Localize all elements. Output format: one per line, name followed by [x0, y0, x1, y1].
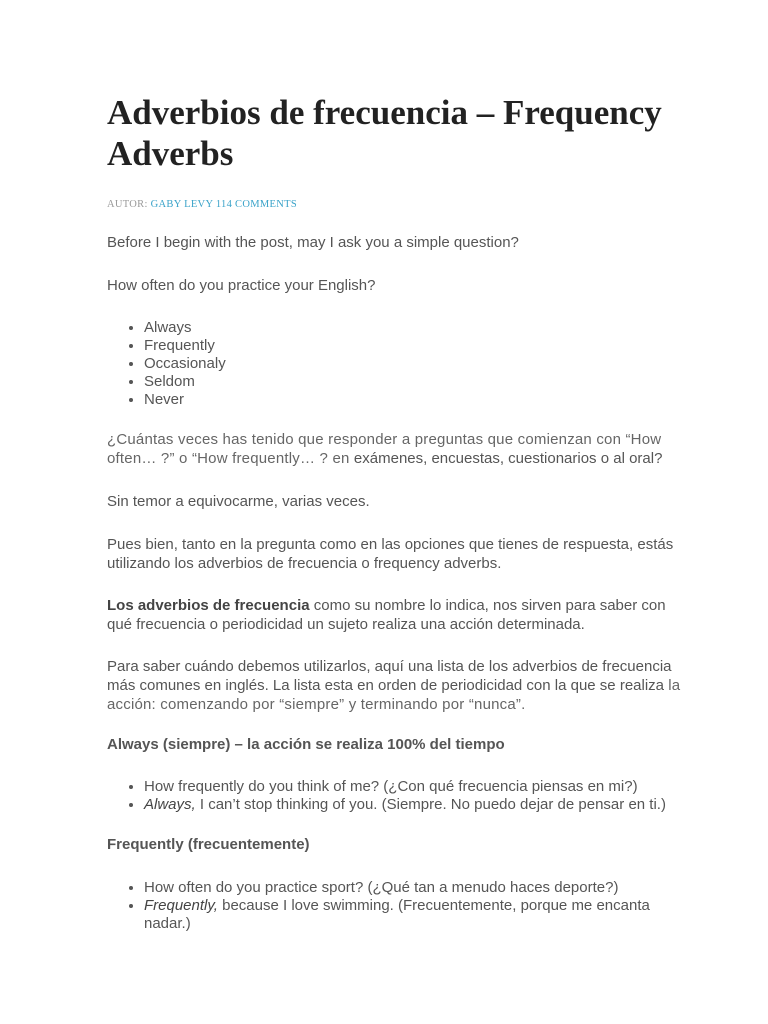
- list-item: • Occasionaly: [144, 355, 687, 373]
- list-item: • Never: [144, 391, 687, 409]
- list-item: • Always: [144, 319, 687, 337]
- cuantas-part2: exámenes, encuestas, cuestionarios o al oral?: [353, 450, 663, 467]
- always-examples-list: [107, 778, 687, 814]
- article-title: Adverbios de frecuencia – Frequency Adverbs: [107, 93, 662, 173]
- definition-paragraph: [107, 596, 687, 634]
- temor-paragraph: Sin temor a equivocarme, varias veces.: [107, 493, 370, 510]
- cuantas-paragraph: [107, 430, 687, 468]
- list-item: [144, 796, 687, 814]
- saber-paragraph: [107, 657, 687, 714]
- list-item: • Frequently: [144, 337, 687, 355]
- example-rest: I can’t stop thinking of you. (Siempre. No puedo dejar de pensar en ti.): [195, 796, 666, 813]
- post-meta: [107, 198, 687, 212]
- author-link[interactable]: GABY LEVY: [150, 199, 213, 210]
- intro-paragraph: Before I begin with the post, may I ask you a simple question?: [107, 234, 519, 251]
- frequently-examples-list: [107, 879, 687, 933]
- definition-rest: como su nombre lo indica, nos sirven para saber con qué frecuencia o periodicidad un sujeto realiza una acción determinada.: [107, 597, 666, 633]
- list-item: • How frequently do you think of me? (¿Con qué frecuencia piensas en mi?): [144, 778, 687, 796]
- list-item: [144, 897, 687, 933]
- comments-link[interactable]: 114 COMMENTS: [215, 199, 297, 210]
- saber-part1: Para saber cuándo debemos utilizarlos, aquí una lista de los adverbios de frecuencia más comunes en inglés. La lista esta en orden de periodicidad con la que se realiza: [107, 658, 672, 694]
- saber-part2: la acción: comenzando por “siempre” y terminando por “nunca”.: [107, 677, 681, 713]
- pues-paragraph: Pues bien, tanto en la pregunta como en las opciones que tienes de respuesta, estás utilizando los adverbios de frecuencia o frequency adverbs.: [107, 536, 674, 572]
- always-heading: Always (siempre) – la acción se realiza 100% del tiempo: [107, 736, 505, 753]
- cuantas-part1: ¿Cuántas veces has tenido que responder a preguntas que comienzan con “How often… ?” o “How frequently… ? en: [107, 431, 662, 467]
- example-rest: because I love swimming. (Frecuentemente, porque me encanta nadar.): [144, 897, 650, 932]
- frequently-heading: Frequently (frecuentemente): [107, 836, 310, 853]
- example-italic: Always,: [144, 796, 196, 813]
- options-list: [107, 319, 687, 409]
- author-label: AUTOR:: [107, 199, 148, 210]
- question-paragraph: How often do you practice your English?: [107, 277, 376, 294]
- list-item: • Seldom: [144, 373, 687, 391]
- list-item: • How often do you practice sport? (¿Qué tan a menudo haces deporte?): [144, 879, 687, 897]
- article: [107, 92, 687, 933]
- example-italic: Frequently,: [144, 897, 218, 914]
- definition-bold: Los adverbios de frecuencia: [107, 597, 310, 614]
